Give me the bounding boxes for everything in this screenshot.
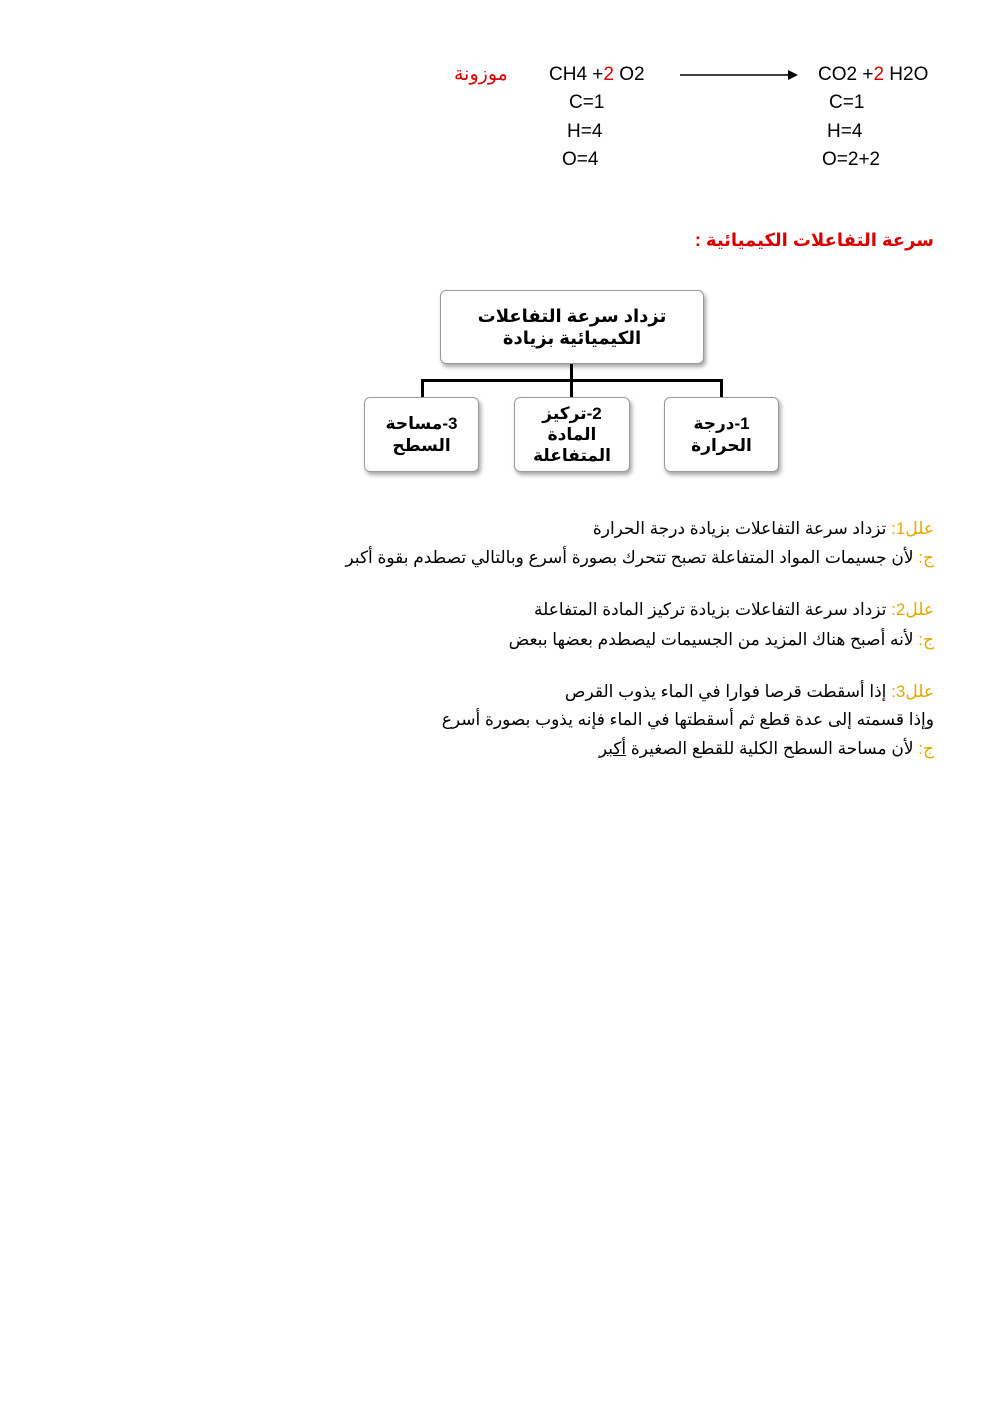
product-part1: CO2 + bbox=[818, 64, 874, 85]
connector-middle bbox=[570, 379, 573, 398]
reactant-part2: O2 bbox=[613, 64, 645, 85]
answer-2-text: لأنه أصبح هناك المزيد من الجسيمات ليصطدم بعضها ببعض bbox=[508, 630, 914, 649]
question-1 bbox=[593, 519, 934, 539]
balanced-label: موزونة bbox=[454, 64, 508, 85]
section-title: سرعة التفاعلات الكيميائية : bbox=[694, 230, 934, 250]
equation-reactants bbox=[549, 64, 645, 86]
answer-1-prefix: ج: bbox=[918, 548, 934, 567]
connector-right bbox=[720, 379, 723, 398]
question-3-prefix: علل3: bbox=[891, 682, 934, 701]
product-part2: H2O bbox=[884, 64, 929, 85]
question-2-text: تزداد سرعة التفاعلات بزيادة تركيز المادة المتفاعلة bbox=[533, 600, 887, 619]
reactant-coefficient: 2 bbox=[603, 64, 614, 85]
right-count-o: O=2+2 bbox=[822, 149, 881, 170]
right-count-h: H=4 bbox=[827, 121, 863, 142]
answer-2 bbox=[509, 630, 934, 650]
question-3-text: إذا أسقطت قرصا فوارا في الماء يذوب القرص bbox=[564, 682, 887, 701]
reactant-part1: CH4 + bbox=[549, 64, 604, 85]
diagram-box-surface-area bbox=[364, 397, 479, 472]
diagram-box-surface-area-text: 3-مساحة السطح bbox=[385, 413, 458, 455]
answer-2-prefix: ج: bbox=[918, 630, 934, 649]
diagram-root-box bbox=[440, 290, 704, 364]
left-count-h: H=4 bbox=[567, 121, 603, 142]
answer-3 bbox=[599, 739, 934, 759]
question-1-text: تزداد سرعة التفاعلات بزيادة درجة الحرارة bbox=[592, 519, 887, 538]
right-count-c: C=1 bbox=[829, 92, 865, 113]
question-2-prefix: علل2: bbox=[891, 600, 934, 619]
answer-3-text: لأن مساحة السطح الكلية للقطع الصغيرة bbox=[630, 739, 914, 758]
question-1-prefix: علل1: bbox=[891, 519, 934, 538]
connector-left bbox=[421, 379, 424, 398]
answer-3-emphasis: أكبر bbox=[598, 739, 627, 758]
answer-1 bbox=[345, 548, 934, 568]
reaction-arrow bbox=[680, 68, 800, 82]
diagram-root-text: تزداد سرعة التفاعلات الكيميائية بزيادة bbox=[477, 306, 667, 348]
diagram-box-concentration bbox=[514, 397, 630, 472]
answer-3-prefix: ج: bbox=[918, 739, 934, 758]
diagram-box-temperature-text: 1-درجة الحرارة bbox=[691, 413, 752, 455]
left-count-o: O=4 bbox=[562, 149, 599, 170]
question-3 bbox=[565, 682, 934, 702]
question-2 bbox=[534, 600, 934, 620]
answer-1-text: لأن جسيمات المواد المتفاعلة تصبح تتحرك بصورة أسرع وبالتالي تصطدم بقوة أكبر bbox=[345, 548, 914, 567]
question-3-continued: وإذا قسمته إلى عدة قطع ثم أسقطتها في الماء فإنه يذوب بصورة أسرع bbox=[441, 710, 934, 729]
diagram-box-temperature bbox=[664, 397, 779, 472]
diagram-box-concentration-text: 2-تركيز المادة المتفاعلة bbox=[532, 404, 612, 465]
product-coefficient: 2 bbox=[873, 64, 885, 85]
equation-products bbox=[818, 64, 928, 86]
left-count-c: C=1 bbox=[569, 92, 605, 113]
